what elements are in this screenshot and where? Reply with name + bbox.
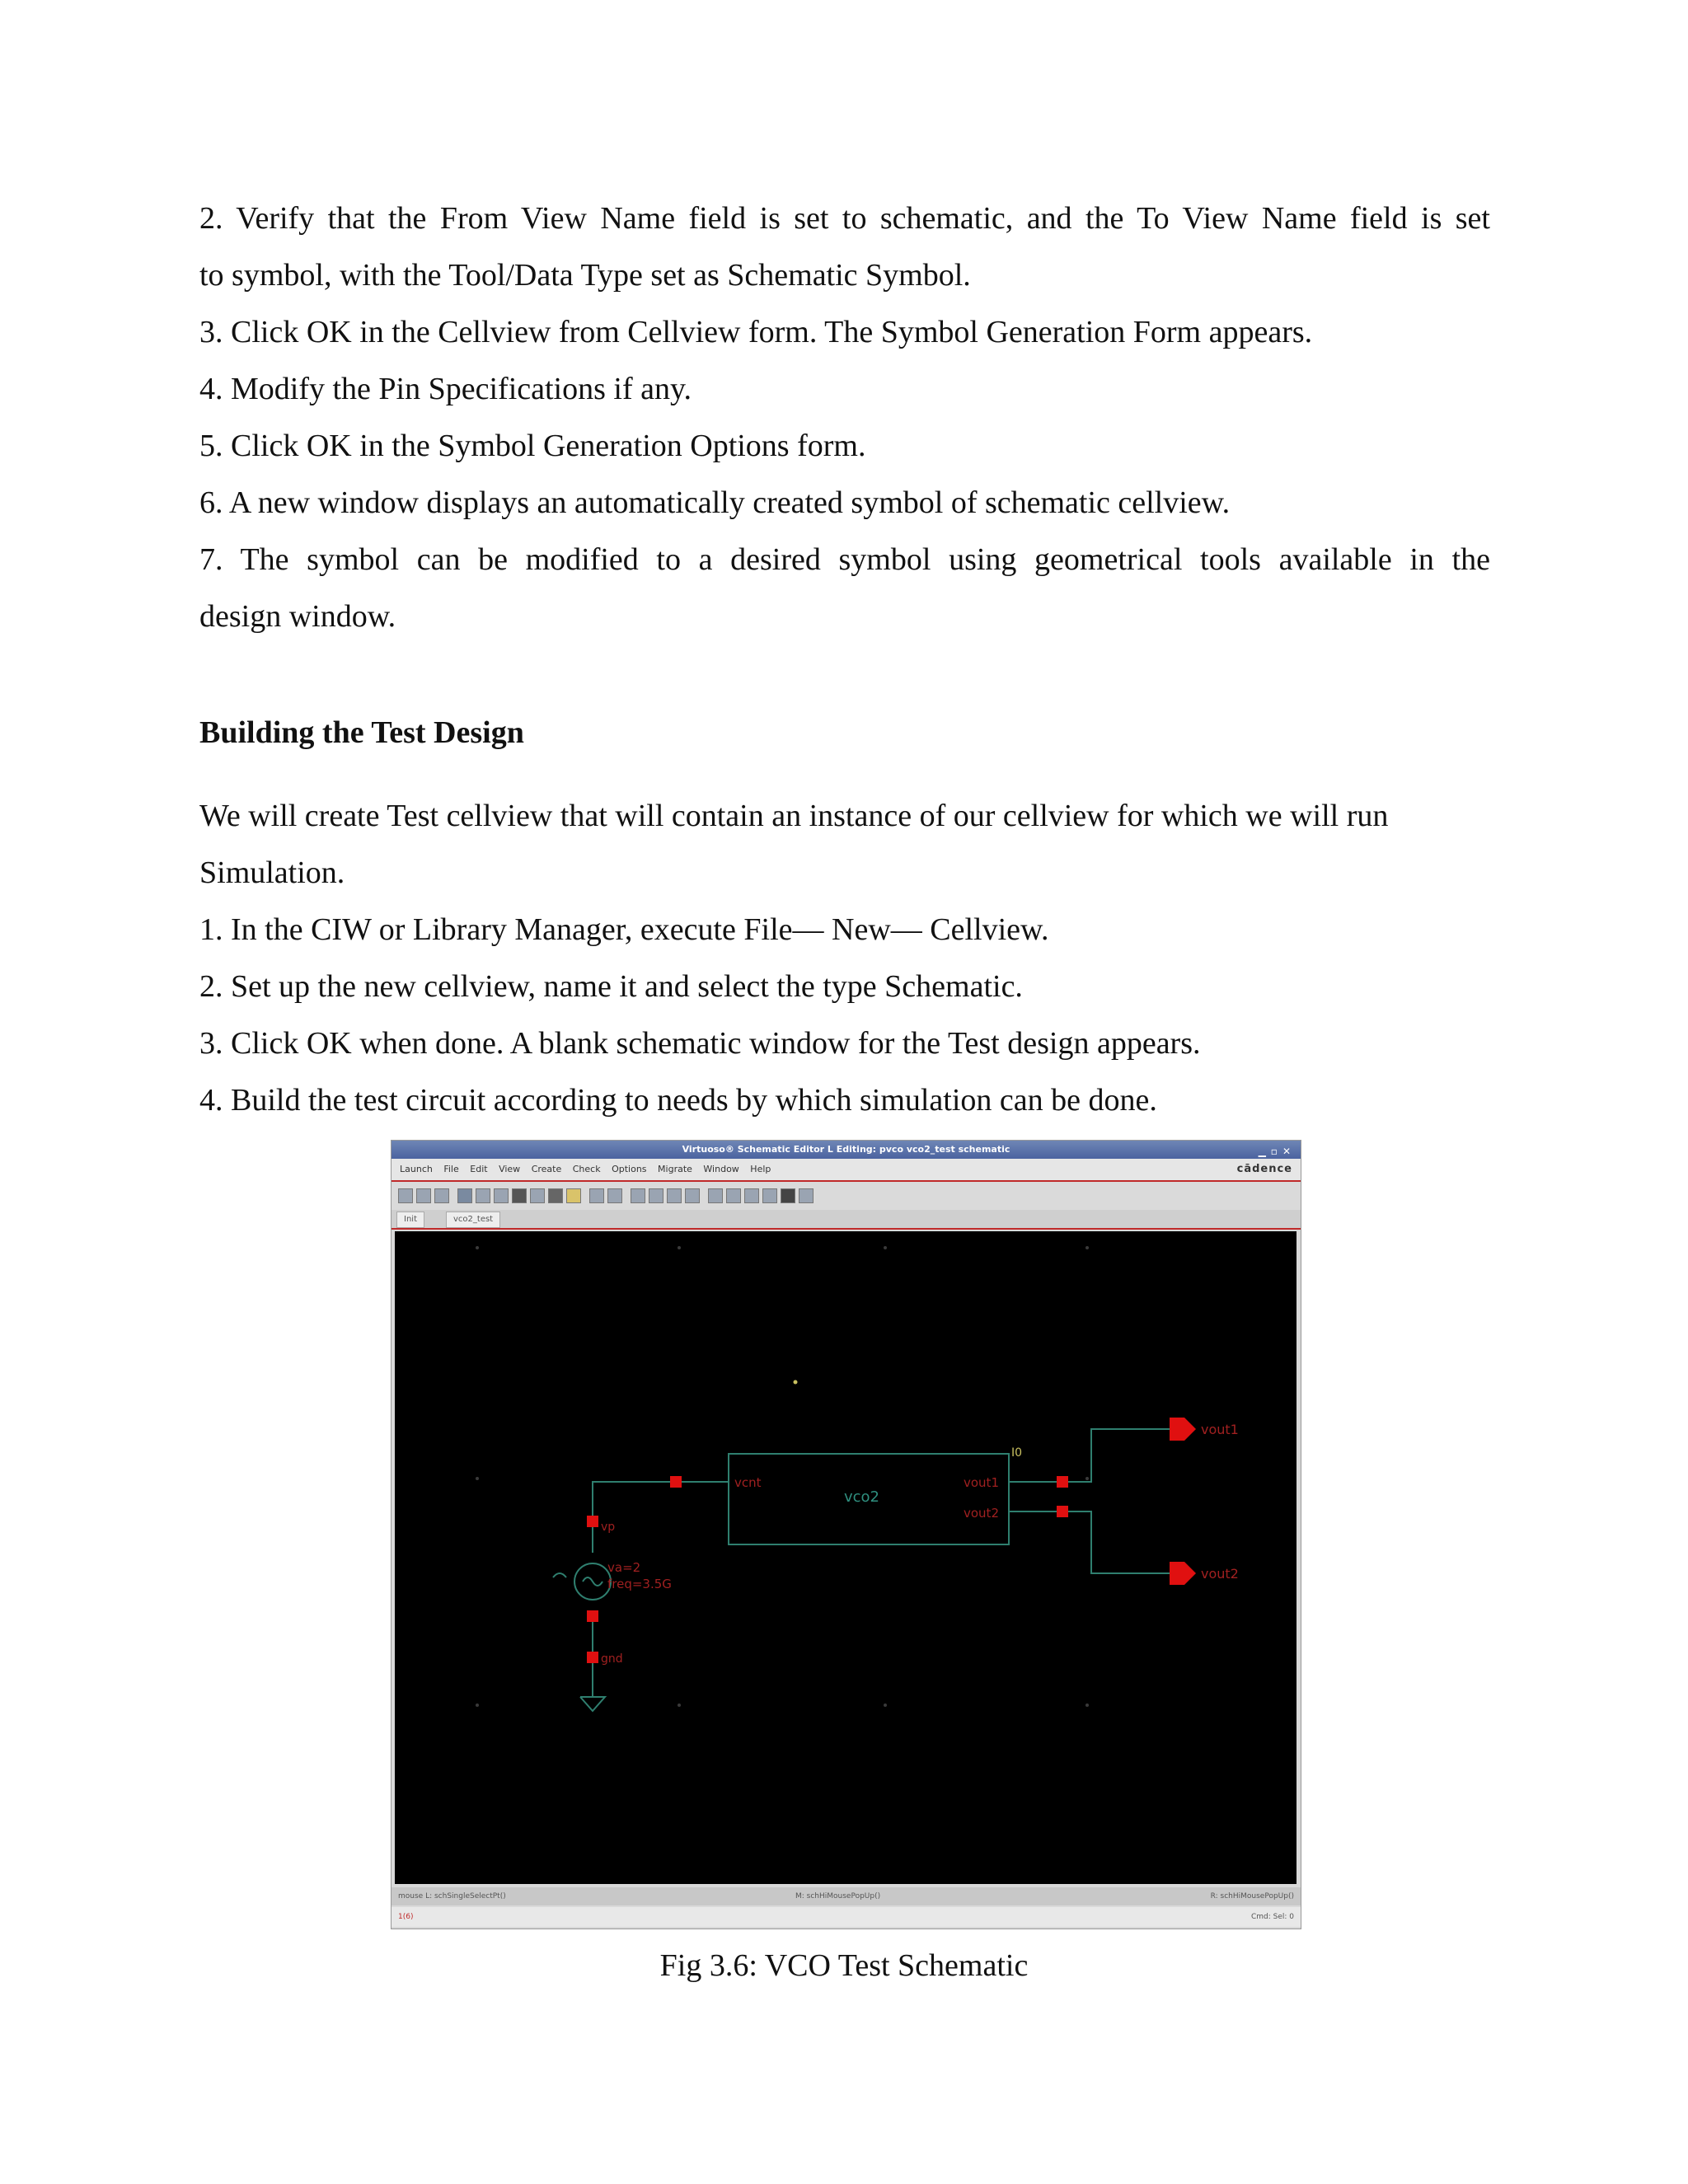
window-titlebar [392,1141,1301,1159]
window-controls: ▁▫✕ [1258,1146,1296,1157]
menu-help[interactable]: Help [750,1164,771,1174]
origin-marker [794,1380,798,1385]
wires [580,1429,1170,1711]
step-7-line-1: 7. The symbol can be modified to a desired symbol using geometrical tools available in the [199,542,1490,577]
step-3: 3. Click OK in the Cellview from Cellview form. The Symbol Generation Form appears. [199,315,1313,349]
toolbar [392,1182,1301,1210]
vco2-instance-name: vco2 [844,1488,880,1506]
net-label-vp: vp [601,1521,616,1534]
redo-icon[interactable] [548,1188,563,1203]
menu-bar [392,1159,1301,1182]
select-icon[interactable] [589,1188,604,1203]
test-step-4: 4. Build the test circuit according to needs by which simulation can be done. [199,1083,1157,1118]
menu-create[interactable]: Create [531,1164,562,1174]
source-param-va: va=2 [607,1560,641,1575]
vco2-pin-vcnt: vcnt [734,1475,762,1490]
pin-icon[interactable] [494,1188,509,1203]
source-param-freq: freq=3.5G [607,1577,672,1591]
add-instance-icon[interactable] [457,1188,472,1203]
intro-line-1: We will create Test cellview that will contain an instance of our cellview for which we will run [199,799,1389,833]
options-icon[interactable] [799,1188,814,1203]
output-label-vout2: vout2 [1201,1566,1239,1582]
schematic-editor-screenshot [391,1140,1301,1929]
step-6: 6. A new window displays an automatically created symbol of schematic cellview. [199,485,1231,520]
connection-markers [587,1476,1068,1663]
status-bar [392,1887,1301,1905]
test-step-3: 3. Click OK when done. A blank schematic window for the Test design appears. [199,1026,1201,1061]
zoom-fit-icon[interactable] [631,1188,645,1203]
cadence-logo: cādence [1236,1163,1292,1175]
arrow-icon[interactable] [781,1188,795,1203]
command-status: Cmd: Sel: 0 [1250,1913,1294,1921]
section-heading: Building the Test Design [199,715,524,750]
instance-tag: I0 [1011,1446,1023,1460]
step-4: 4. Modify the Pin Specifications if any. [199,372,692,406]
menu-window[interactable]: Window [703,1164,739,1174]
check-save-icon[interactable] [607,1188,622,1203]
property-icon[interactable] [566,1188,581,1203]
menu-view[interactable]: View [499,1164,521,1174]
undo-icon[interactable] [530,1188,545,1203]
hierarchy-icon[interactable] [708,1188,723,1203]
step-2-line-2: to symbol, with the Tool/Data Type set as Schematic Symbol. [199,258,971,293]
new-icon[interactable] [398,1188,413,1203]
menu-migrate[interactable]: Migrate [658,1164,692,1174]
status-mouse-right: R: schHiMousePopUp() [1210,1892,1294,1900]
test-step-1: 1. In the CIW or Library Manager, execute File— New— Cellview. [199,912,1049,947]
status-mouse-middle: M: schHiMousePopUp() [795,1892,881,1900]
schematic-canvas[interactable] [395,1231,1296,1884]
menu-edit[interactable]: Edit [470,1164,488,1174]
command-prompt: 1(6) [398,1913,414,1921]
menu-launch[interactable]: Launch [400,1164,433,1174]
output-pin-vout2[interactable] [1170,1562,1196,1585]
output-label-vout1: vout1 [1201,1422,1239,1437]
zoom-out-icon[interactable] [667,1188,682,1203]
step-2-line-1: 2. Verify that the From View Name field is set to schematic, and the To View Name field is set [199,201,1490,236]
sine-marker-icon [553,1573,566,1577]
sine-icon [583,1577,603,1586]
ascend-icon[interactable] [744,1188,759,1203]
tab-bar [392,1210,1301,1230]
test-step-2: 2. Set up the new cellview, name it and select the type Schematic. [199,969,1023,1004]
zoom-in-icon[interactable] [649,1188,663,1203]
zoom-area-icon[interactable] [685,1188,700,1203]
window-title: Virtuoso® Schematic Editor L Editing: pvco vco2_test schematic [682,1144,1010,1155]
command-line[interactable] [392,1907,1301,1927]
step-5: 5. Click OK in the Symbol Generation Options form. [199,429,866,463]
step-7-line-2: design window. [199,599,396,634]
schematic-drawing [395,1231,1296,1884]
grid-icon[interactable] [762,1188,777,1203]
intro-line-2: Simulation. [199,855,345,890]
descend-icon[interactable] [726,1188,741,1203]
tab-init[interactable]: Init [396,1212,424,1228]
status-mouse-left: mouse L: schSingleSelectPt() [398,1892,506,1900]
vco2-pin-vout1: vout1 [964,1475,999,1490]
wire-icon[interactable] [476,1188,490,1203]
vco2-pin-vout2: vout2 [964,1506,999,1521]
menu-check[interactable]: Check [572,1164,601,1174]
save-icon[interactable] [416,1188,431,1203]
delete-icon[interactable] [512,1188,527,1203]
menu-options[interactable]: Options [612,1164,647,1174]
tab-vco2-test[interactable]: vco2_test [446,1212,500,1228]
figure-caption: Fig 3.6: VCO Test Schematic [659,1948,1029,1983]
menu-file[interactable]: File [443,1164,459,1174]
net-label-gnd: gnd [601,1652,623,1666]
open-icon[interactable] [434,1188,449,1203]
output-pin-vout1[interactable] [1170,1418,1196,1441]
